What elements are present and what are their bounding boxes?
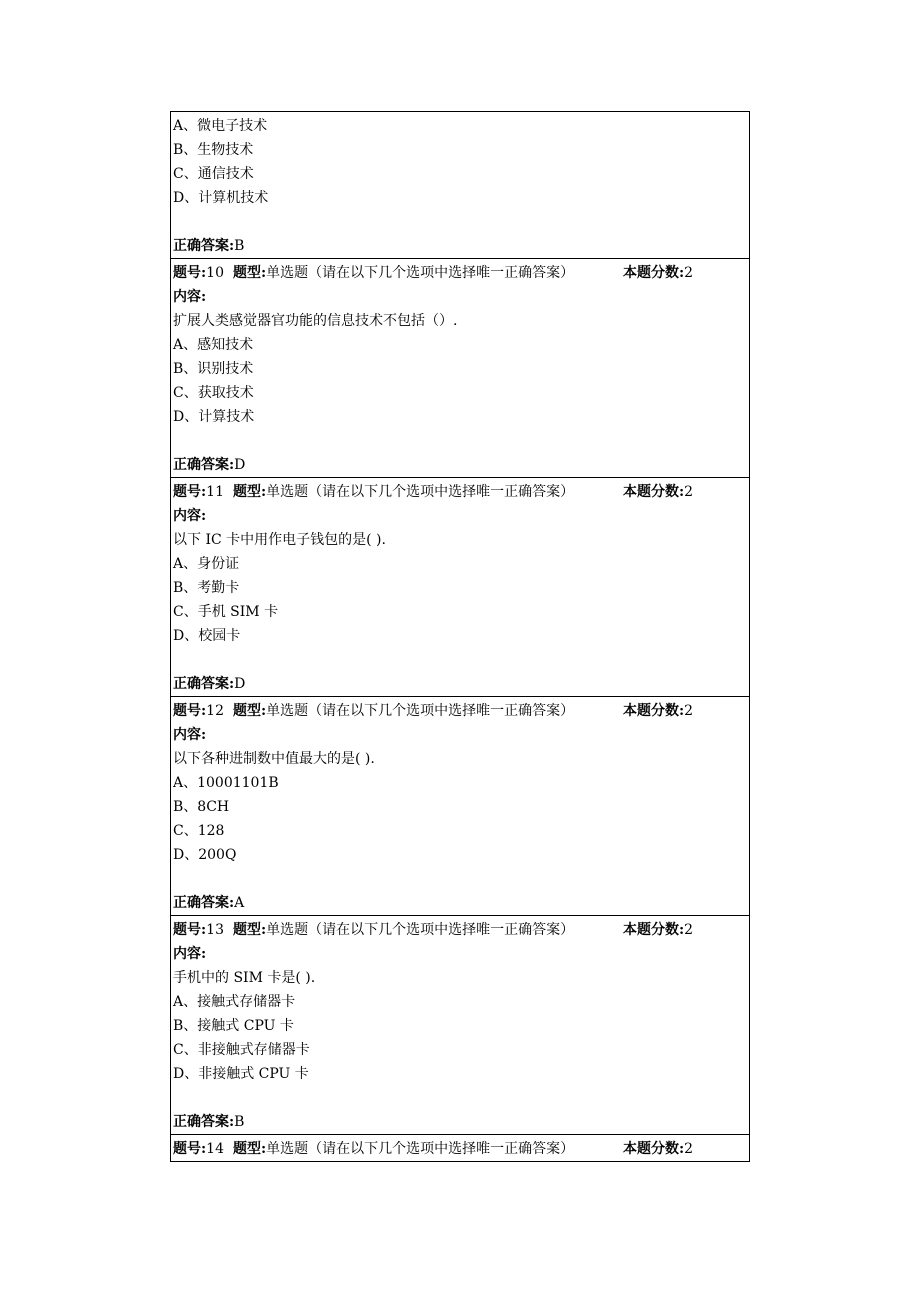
option-b: B、识别技术: [173, 361, 254, 377]
answer-label: 正确答案:: [173, 457, 235, 473]
option-d: D、200Q: [173, 847, 237, 863]
question-header: [173, 1137, 749, 1161]
type-label: 题型:: [233, 265, 267, 281]
answer-value: B: [234, 238, 245, 254]
option-c: C、128: [173, 823, 225, 839]
content-label: 内容:: [173, 727, 207, 743]
correct-answer: [173, 1110, 749, 1134]
answer-value: A: [234, 895, 245, 911]
option-c: C、获取技术: [173, 385, 254, 401]
question-table: [170, 111, 750, 1162]
option-b: B、考勤卡: [173, 580, 240, 596]
num-label: 题号:: [173, 484, 207, 500]
option-c: C、通信技术: [173, 166, 254, 182]
score-label: 本题分数:: [623, 484, 685, 500]
type-label: 题型:: [233, 484, 267, 500]
option-d: D、非接触式 CPU 卡: [173, 1066, 309, 1082]
type-value: 单选题（请在以下几个选项中选择唯一正确答案）: [266, 484, 575, 500]
question-header: [173, 699, 749, 723]
answer-label: 正确答案:: [173, 895, 235, 911]
num-value: 12: [206, 703, 224, 719]
answer-value: D: [234, 676, 246, 692]
question-9-tail: [171, 112, 749, 259]
correct-answer: [173, 234, 749, 258]
question-stem: 扩展人类感觉器官功能的信息技术不包括（）.: [173, 313, 458, 329]
score-label: 本题分数:: [623, 1141, 685, 1157]
score-value: 2: [684, 1141, 694, 1157]
question-stem: 以下 IC 卡中用作电子钱包的是( ).: [173, 532, 386, 548]
correct-answer: [173, 891, 749, 915]
type-value: 单选题（请在以下几个选项中选择唯一正确答案）: [266, 922, 575, 938]
option-b: B、8CH: [173, 799, 230, 815]
question-12: [171, 697, 749, 916]
option-a: A、10001101B: [173, 775, 279, 791]
content-label: 内容:: [173, 508, 207, 524]
option-a: A、接触式存储器卡: [173, 994, 296, 1010]
correct-answer: [173, 672, 749, 696]
answer-label: 正确答案:: [173, 676, 235, 692]
option-a: A、感知技术: [173, 337, 254, 353]
score-value: 2: [684, 265, 694, 281]
num-value: 13: [206, 922, 224, 938]
option-d: D、计算机技术: [173, 190, 269, 206]
option-b: B、接触式 CPU 卡: [173, 1018, 294, 1034]
option-b: B、生物技术: [173, 142, 254, 158]
option-a: A、微电子技术: [173, 118, 268, 134]
type-label: 题型:: [233, 922, 267, 938]
content-label: 内容:: [173, 289, 207, 305]
num-label: 题号:: [173, 1141, 207, 1157]
question-14: [171, 1135, 749, 1162]
option-d: D、校园卡: [173, 628, 241, 644]
type-value: 单选题（请在以下几个选项中选择唯一正确答案）: [266, 1141, 575, 1157]
type-label: 题型:: [233, 1141, 267, 1157]
score-label: 本题分数:: [623, 703, 685, 719]
question-11: [171, 478, 749, 697]
question-10: [171, 259, 749, 478]
question-stem: 以下各种进制数中值最大的是( ).: [173, 751, 375, 767]
answer-value: B: [234, 1114, 245, 1130]
type-label: 题型:: [233, 703, 267, 719]
content-label: 内容:: [173, 946, 207, 962]
num-value: 10: [206, 265, 224, 281]
question-stem: 手机中的 SIM 卡是( ).: [173, 970, 316, 986]
option-d: D、计算技术: [173, 409, 255, 425]
num-value: 11: [206, 484, 224, 500]
question-13: [171, 916, 749, 1135]
answer-value: D: [234, 457, 246, 473]
num-label: 题号:: [173, 922, 207, 938]
num-label: 题号:: [173, 703, 207, 719]
option-c: C、手机 SIM 卡: [173, 604, 279, 620]
question-header: [173, 261, 749, 285]
score-value: 2: [684, 703, 694, 719]
question-header: [173, 480, 749, 504]
score-value: 2: [684, 922, 694, 938]
answer-label: 正确答案:: [173, 238, 235, 254]
option-c: C、非接触式存储器卡: [173, 1042, 310, 1058]
answer-label: 正确答案:: [173, 1114, 235, 1130]
score-label: 本题分数:: [623, 265, 685, 281]
correct-answer: [173, 453, 749, 477]
num-value: 14: [206, 1141, 224, 1157]
type-value: 单选题（请在以下几个选项中选择唯一正确答案）: [266, 265, 575, 281]
question-header: [173, 918, 749, 942]
type-value: 单选题（请在以下几个选项中选择唯一正确答案）: [266, 703, 575, 719]
score-label: 本题分数:: [623, 922, 685, 938]
option-a: A、身份证: [173, 556, 240, 572]
num-label: 题号:: [173, 265, 207, 281]
score-value: 2: [684, 484, 694, 500]
